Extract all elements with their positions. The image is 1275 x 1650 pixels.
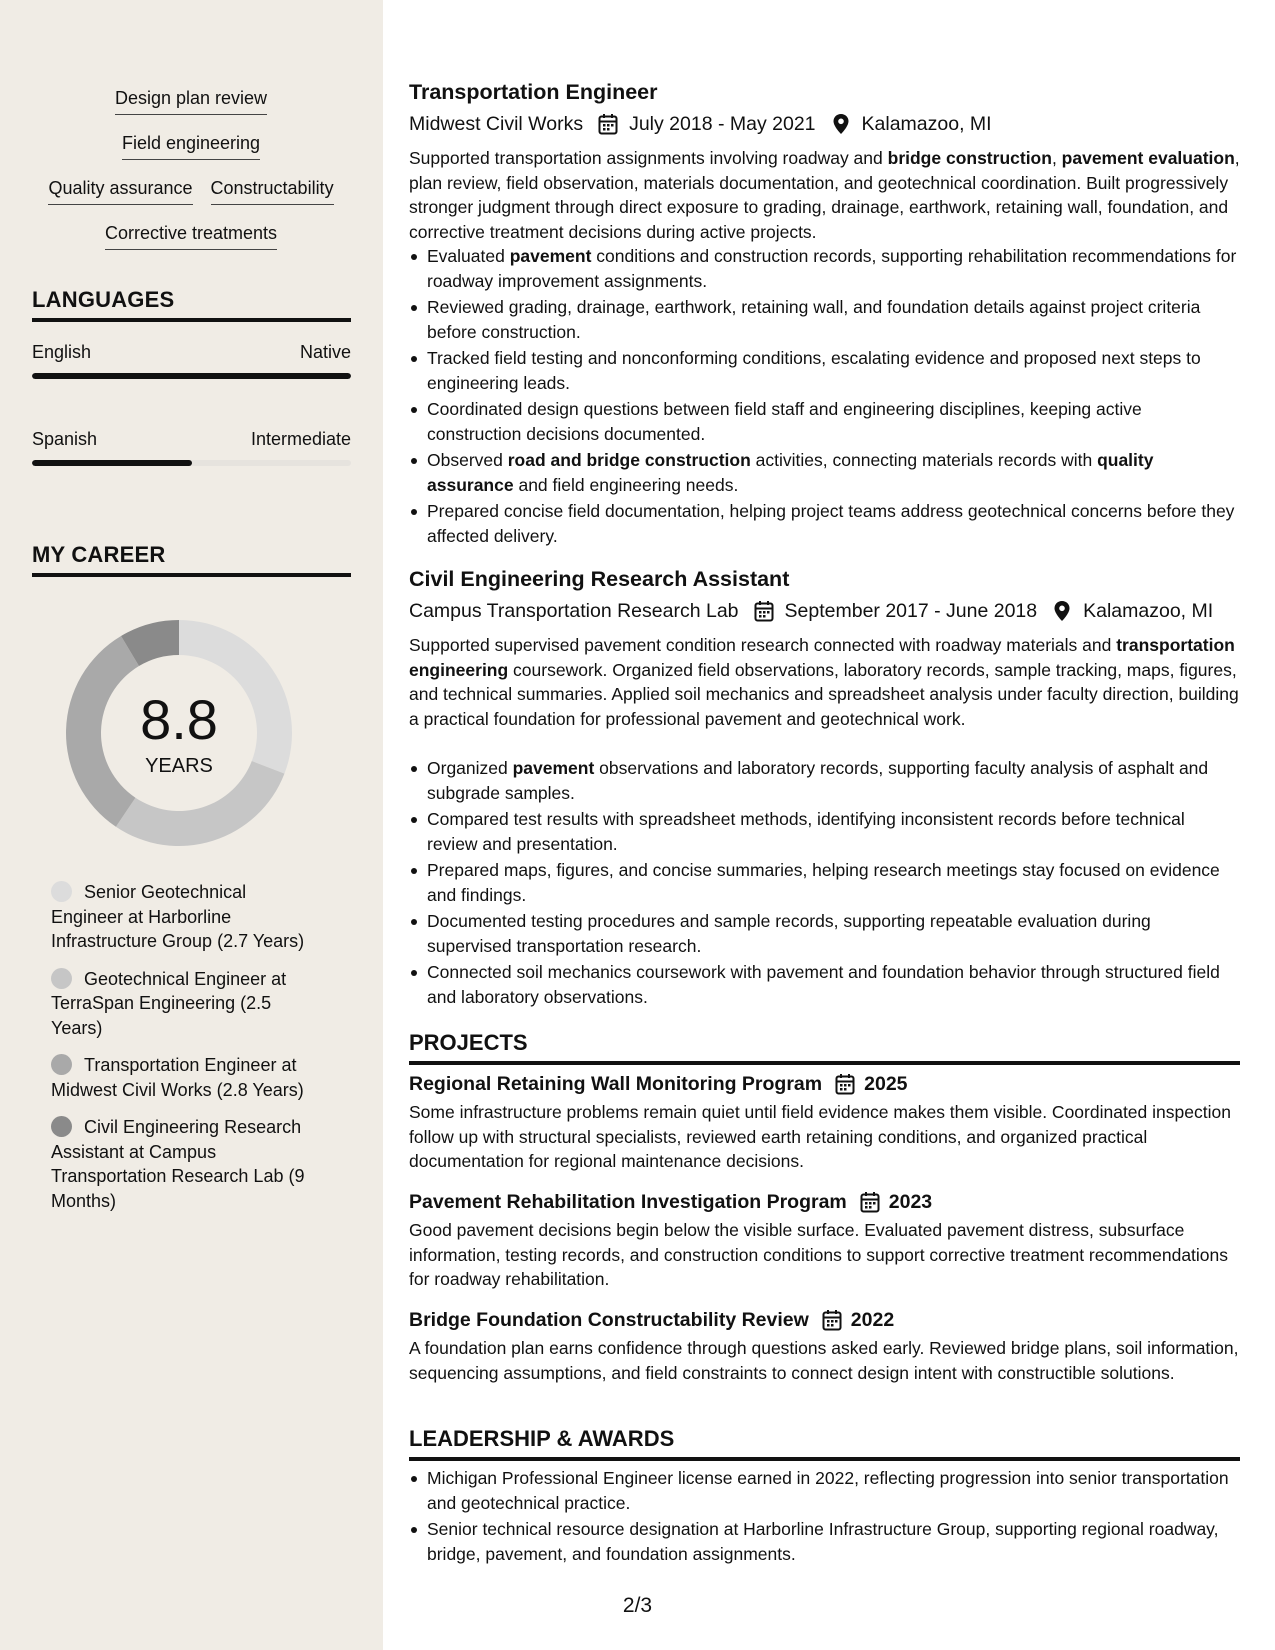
bullet-item: Compared test results with spreadsheet methods, identifying inconsistent records before technical review and presentation. [409, 807, 1240, 856]
job-summary: Supported supervised pavement condition research connected with roadway materials and transportation engineering coursework. Organized field observations, laboratory records, sample tracking, maps, figures, and technical summaries. Applied soil mechanics and spreadsheet analysis under faculty direction, building a practical foundation for professional pavement and geotechnical work. [409, 635, 1239, 729]
sidebar [0, 0, 383, 1650]
calendar-icon [821, 1308, 843, 1332]
bullet-item: Michigan Professional Engineer license earned in 2022, reflecting progression into senior transportation and geotechnical practice. [409, 1466, 1240, 1515]
skill-row [32, 86, 350, 131]
language-proficiency-bar [32, 373, 351, 379]
skill-tag: Field engineering [122, 131, 260, 160]
project-title [409, 1307, 894, 1333]
skill-row [32, 221, 350, 266]
project-description: Good pavement decisions begin below the visible surface. Evaluated pavement distress, subsurface information, testing records, and construction conditions to support corrective treatment recommendations for roadway rehabilitation. [409, 1220, 1229, 1289]
skill-tag: Corrective treatments [105, 221, 277, 250]
skill-tag: Design plan review [115, 86, 267, 115]
project-description: A foundation plan earns confidence through questions asked early. Reviewed bridge plans, soil information, sequencing assumptions, and field constraints to connect design intent with constructible solutions. [409, 1338, 1239, 1383]
career-donut-chart [66, 620, 292, 846]
project-title [409, 1071, 908, 1097]
bullet-item: Senior technical resource designation at Harborline Infrastructure Group, supporting regional roadway, bridge, pavement, and foundation assignments. [409, 1517, 1240, 1566]
skill-row [32, 131, 350, 176]
legend-dot [51, 881, 72, 902]
job-bullets [409, 244, 1240, 550]
career-legend-text: Civil Engineering Research Assistant at Campus Transportation Research Lab (9 Months) [51, 1117, 305, 1211]
career-legend-item [51, 1115, 323, 1213]
job-meta [409, 111, 992, 137]
skill-row [32, 176, 350, 221]
location-pin-icon [1051, 599, 1073, 623]
job-dates: July 2018 - May 2021 [629, 113, 816, 135]
career-legend [51, 880, 323, 1226]
language-proficiency-bar [32, 460, 351, 466]
project-name: Regional Retaining Wall Monitoring Program [409, 1073, 823, 1095]
job-title: Transportation Engineer [409, 80, 658, 104]
bullet-item: Evaluated pavement conditions and construction records, supporting rehabilitation recommendations for roadway improvement assignments. [409, 244, 1240, 293]
project-year: 2025 [864, 1073, 908, 1095]
legend-dot [51, 968, 72, 989]
project-year: 2022 [850, 1309, 895, 1331]
career-legend-item [51, 967, 323, 1041]
career-legend-text: Geotechnical Engineer at TerraSpan Engineering (2.5 Years) [51, 968, 287, 1038]
job-location: Kalamazoo, MI [861, 113, 992, 135]
location-pin-icon [830, 112, 852, 136]
language-level: Native [299, 342, 351, 362]
bullet-item: Connected soil mechanics coursework with pavement and foundation behavior through structured field and laboratory observations. [409, 960, 1240, 1009]
job-title: Civil Engineering Research Assistant [409, 567, 790, 591]
languages-heading: LANGUAGES [32, 286, 351, 322]
skill-tag: Quality assurance [48, 176, 192, 205]
bullet-item: Reviewed grading, drainage, earthwork, retaining wall, and foundation details against project criteria before construction. [409, 295, 1240, 344]
skills-list [32, 86, 350, 266]
career-legend-text: Transportation Engineer at Midwest Civil Works (2.8 Years) [51, 1055, 304, 1100]
calendar-icon [834, 1072, 856, 1096]
career-legend-item [51, 880, 323, 954]
career-heading: MY CAREER [32, 541, 351, 577]
bullet-item: Tracked field testing and nonconforming conditions, escalating evidence and proposed next steps to engineering leads. [409, 346, 1240, 395]
job-meta [409, 598, 1213, 624]
page-number: 2/3 [622, 1594, 653, 1617]
job-dates: September 2017 - June 2018 [784, 600, 1038, 622]
calendar-icon [753, 599, 775, 623]
projects-heading: PROJECTS [409, 1029, 1240, 1065]
project-title [409, 1189, 932, 1215]
language-name: Spanish [32, 429, 98, 449]
bullet-item: Prepared maps, figures, and concise summaries, helping research meetings stay focused on evidence and findings. [409, 858, 1240, 907]
job-company: Campus Transportation Research Lab [409, 600, 739, 622]
career-legend-text: Senior Geotechnical Engineer at Harborline Infrastructure Group (2.7 Years) [51, 882, 305, 951]
job-company: Midwest Civil Works [409, 113, 584, 135]
job-bullets [409, 756, 1240, 1011]
leadership-bullets [409, 1466, 1240, 1568]
language-english [32, 341, 351, 379]
skill-tag: Constructability [211, 176, 334, 205]
bullet-item: Coordinated design questions between field staff and engineering disciplines, keeping active construction decisions documented. [409, 397, 1240, 446]
language-name: English [32, 342, 92, 362]
language-level: Intermediate [250, 429, 351, 449]
career-legend-item [51, 1053, 323, 1102]
language-proficiency-fill [32, 460, 192, 466]
legend-dot [51, 1116, 72, 1137]
career-total-years: 8.8 [140, 688, 218, 751]
language-proficiency-fill [32, 373, 351, 379]
calendar-icon [597, 112, 619, 136]
legend-dot [51, 1054, 72, 1075]
bullet-item: Documented testing procedures and sample records, supporting repeatable evaluation during supervised transportation research. [409, 909, 1240, 958]
job-summary: Supported transportation assignments involving roadway and bridge construction, pavement evaluation, plan review, field observation, materials documentation, and geotechnical coordination. Built progressively stronger judgment through direct exposure to grading, drainage, earthwork, retaining wall, foundation, and corrective treatment decisions during active projects. [409, 148, 1240, 242]
main-content [409, 0, 1240, 1650]
calendar-icon [859, 1190, 881, 1214]
bullet-item: Prepared concise field documentation, helping project teams address geotechnical concerns before they affected delivery. [409, 499, 1240, 548]
project-name: Pavement Rehabilitation Investigation Program [409, 1191, 847, 1213]
language-spanish [32, 428, 351, 466]
bullet-item: Observed road and bridge construction activities, connecting materials records with quality assurance and field engineering needs. [409, 448, 1240, 497]
leadership-heading: LEADERSHIP & AWARDS [409, 1425, 1240, 1461]
bullet-item: Organized pavement observations and laboratory records, supporting faculty analysis of asphalt and subgrade samples. [409, 756, 1240, 805]
job-location: Kalamazoo, MI [1083, 600, 1214, 622]
project-name: Bridge Foundation Constructability Review [409, 1309, 809, 1331]
project-year: 2023 [888, 1191, 933, 1213]
career-years-label: YEARS [145, 755, 213, 777]
project-description: Some infrastructure problems remain quiet until field evidence makes them visible. Coordinated inspection follow up with structural specialists, reviewed earth retaining conditions, and organized practical documentation for regional maintenance decisions. [409, 1102, 1231, 1171]
